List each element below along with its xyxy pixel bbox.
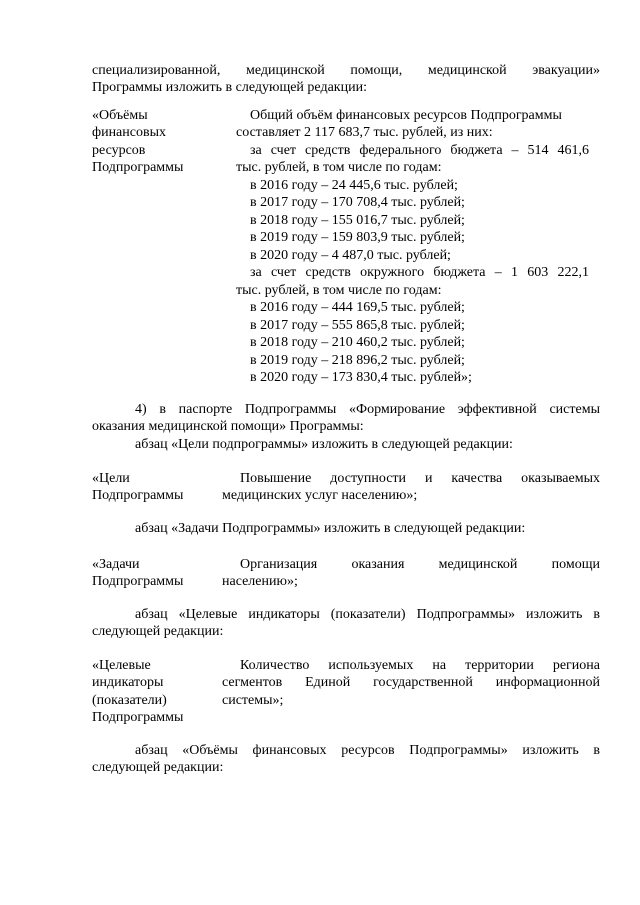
finance-federal-line-1: за счет средств федерального бюджета – 514 461,6 xyxy=(250,143,589,158)
district-year-2020: в 2020 году – 173 830,4 тыс. рублей»; xyxy=(250,370,472,385)
goals-label-1: «Цели xyxy=(92,471,130,486)
finance-total-line-2: составляет 2 117 683,7 тыс. рублей, из них: xyxy=(236,125,493,140)
intro-line-2: Программы изложить в следующей редакции: xyxy=(92,80,367,95)
indicators-intro-line-2: следующей редакции: xyxy=(92,624,224,639)
district-year-2017: в 2017 году – 555 865,8 тыс. рублей; xyxy=(250,318,465,333)
district-year-2016: в 2016 году – 444 169,5 тыс. рублей; xyxy=(250,300,465,315)
finance-total-line-1: Общий объём финансовых ресурсов Подпрограммы xyxy=(250,108,562,123)
federal-year-2020: в 2020 году – 4 487,0 тыс. рублей; xyxy=(250,248,451,263)
goals-text-line-2: медицинских услуг населению»; xyxy=(222,488,418,503)
federal-year-2016: в 2016 году – 24 445,6 тыс. рублей; xyxy=(250,178,458,193)
goals-text-line-1: Повышение доступности и качества оказываемых xyxy=(240,471,600,486)
tasks-label-1: «Задачи xyxy=(92,557,140,572)
federal-year-2017: в 2017 году – 170 708,4 тыс. рублей; xyxy=(250,195,465,210)
finance-intro-line-2: следующей редакции: xyxy=(92,760,224,775)
federal-year-2018: в 2018 году – 155 016,7 тыс. рублей; xyxy=(250,213,465,228)
finance-label-1: «Объёмы xyxy=(92,108,148,123)
finance-label-3: ресурсов xyxy=(92,143,146,158)
indicators-text-line-1: Количество используемых на территории региона xyxy=(240,658,600,673)
indicators-text-line-2: сегментов Единой государственной информационной xyxy=(222,675,600,690)
finance-intro-line-1: абзац «Объёмы финансовых ресурсов Подпрограммы» изложить в xyxy=(135,743,600,758)
item4-line-2: оказания медицинской помощи» Программы: xyxy=(92,419,364,434)
tasks-label-2: Подпрограммы xyxy=(92,574,184,589)
tasks-text-line-1: Организация оказания медицинской помощи xyxy=(240,557,600,572)
goals-label-2: Подпрограммы xyxy=(92,488,184,503)
finance-district-line-1: за счет средств окружного бюджета – 1 603 222,1 xyxy=(250,265,589,280)
finance-label-4: Подпрограммы xyxy=(92,160,184,175)
indicators-label-4: Подпрограммы xyxy=(92,710,184,725)
federal-year-2019: в 2019 году – 159 803,9 тыс. рублей; xyxy=(250,230,465,245)
indicators-intro-line-1: абзац «Целевые индикаторы (показатели) Подпрограммы» изложить в xyxy=(135,607,600,622)
district-year-2019: в 2019 году – 218 896,2 тыс. рублей; xyxy=(250,353,465,368)
item4-line-3: абзац «Цели подпрограммы» изложить в следующей редакции: xyxy=(135,437,513,452)
indicators-label-1: «Целевые xyxy=(92,658,151,673)
indicators-label-2: индикаторы xyxy=(92,675,164,690)
indicators-text-line-3: системы»; xyxy=(222,693,284,708)
tasks-text-line-2: населению»; xyxy=(222,574,298,589)
finance-label-2: финансовых xyxy=(92,125,166,140)
tasks-intro: абзац «Задачи Подпрограммы» изложить в следующей редакции: xyxy=(135,521,526,536)
item4-line-1: 4) в паспорте Подпрограммы «Формирование эффективной системы xyxy=(135,402,600,417)
indicators-label-3: (показатели) xyxy=(92,693,167,708)
finance-federal-line-2: тыс. рублей, в том числе по годам: xyxy=(236,160,442,175)
finance-district-line-2: тыс. рублей, в том числе по годам: xyxy=(236,283,442,298)
intro-line-1: специализированной, медицинской помощи, медицинской эвакуации» xyxy=(92,63,600,78)
district-year-2018: в 2018 году – 210 460,2 тыс. рублей; xyxy=(250,335,465,350)
